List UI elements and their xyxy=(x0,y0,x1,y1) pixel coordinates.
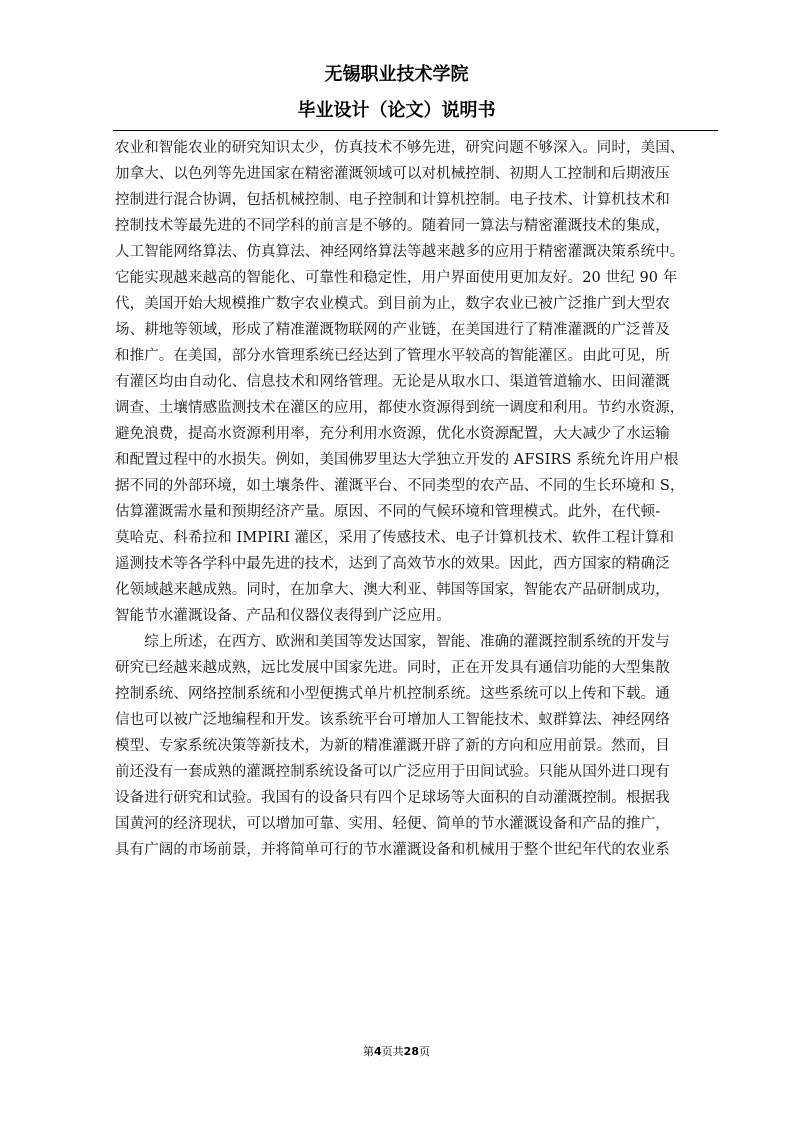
body-line: 信也可以被广泛地编程和开发。该系统平台可增加人工智能技术、蚁群算法、神经网络 xyxy=(115,712,670,728)
body-line: 人工智能网络算法、仿真算法、神经网络算法等越来越多的应用于精密灌溉决策系统中。 xyxy=(115,244,685,260)
body-line: 综上所述，在西方、欧洲和美国等发达国家，智能、准确的灌溉控制系统的开发与 xyxy=(115,634,670,650)
body-line: 模型、专家系统决策等新技术，为新的精准灌溉开辟了新的方向和应用前景。然而，目 xyxy=(115,738,670,754)
footer-middle: 页共 xyxy=(381,1045,404,1058)
header-rule xyxy=(113,130,718,131)
body-line: 设备进行研究和试验。我国有的设备只有四个足球场等大面积的自动灌溉控制。根据我 xyxy=(115,790,670,806)
body-line: 莫哈克、科希拉和 IMPIRI 灌区，采用了传感技术、电子计算机技术、软件工程计算和 xyxy=(115,530,675,546)
current-page-number: 4 xyxy=(374,1045,382,1058)
total-page-count: 28 xyxy=(403,1045,419,1058)
school-name: 无锡职业技术学院 xyxy=(324,64,469,85)
body-line: 化领域越来越成熟。同时，在加拿大、澳大利亚、韩国等国家，智能农产品研制成功， xyxy=(115,582,670,598)
footer-prefix: 第 xyxy=(363,1045,375,1058)
document-title: 毕业设计（论文）说明书 xyxy=(297,100,496,121)
body-line: 场、耕地等领域，形成了精准灌溉物联网的产业链，在美国进行了精准灌溉的广泛普及 xyxy=(115,322,670,338)
footer-suffix: 页 xyxy=(418,1045,430,1058)
body-line: 农业和智能农业的研究知识太少，仿真技术不够先进，研究问题不够深入。同时，美国、 xyxy=(115,140,685,156)
body-line: 加拿大、以色列等先进国家在精密灌溉领域可以对机械控制、初期人工控制和后期液压 xyxy=(115,166,670,182)
body-line: 前还没有一套成熟的灌溉控制系统设备可以广泛应用于田间试验。只能从国外进口现有 xyxy=(115,764,670,780)
body-line: 和配置过程中的水损失。例如，美国佛罗里达大学独立开发的 AFSIRS 系统允许用户根 xyxy=(115,452,679,468)
body-line: 据不同的外部环境，如土壤条件、灌溉平台、不同类型的农产品、不同的生长环境和 S， xyxy=(115,478,685,494)
page-footer xyxy=(0,1043,793,1059)
body-line: 估算灌溉需水量和预期经济产量。原因、不同的气候环境和管理模式。此外，在代顿- xyxy=(115,504,661,520)
body-line: 和推广。在美国，部分水管理系统已经达到了管理水平较高的智能灌区。由此可见，所 xyxy=(115,348,670,364)
body-text xyxy=(115,135,719,863)
body-line: 控制系统、网络控制系统和小型便携式单片机控制系统。这些系统可以上传和下载。通 xyxy=(115,686,670,702)
body-line: 代，美国开始大规模推广数字农业模式。到目前为止，数字农业已被广泛推广到大型农 xyxy=(115,296,670,312)
body-line: 调查、土壤情感监测技术在灌区的应用，都使水资源得到统一调度和利用。节约水资源， xyxy=(115,400,685,416)
body-line: 研究已经越来越成熟，远比发展中国家先进。同时，正在开发具有通信功能的大型集散 xyxy=(115,660,670,676)
body-line: 控制技术等最先进的不同学科的前言是不够的。随着同一算法与精密灌溉技术的集成， xyxy=(115,218,670,234)
body-line: 智能节水灌溉设备、产品和仪器仪表得到广泛应用。 xyxy=(115,608,451,624)
body-line: 它能实现越来越高的智能化、可靠性和稳定性，用户界面使用更加友好。20 世纪 90 年 xyxy=(115,270,678,286)
body-line: 遥测技术等各学科中最先进的技术，达到了高效节水的效果。因此，西方国家的精确泛 xyxy=(115,556,670,572)
body-line: 控制进行混合协调，包括机械控制、电子控制和计算机控制。电子技术、计算机技术和 xyxy=(115,192,670,208)
body-line: 有灌区均由自动化、信息技术和网络管理。无论是从取水口、渠道管道输水、田间灌溉 xyxy=(115,374,670,390)
body-line: 具有广阔的市场前景，并将简单可行的节水灌溉设备和机械用于整个世纪年代的农业系 xyxy=(115,842,670,858)
body-line: 避免浪费，提高水资源利用率，充分利用水资源，优化水资源配置，大大减少了水运输 xyxy=(115,426,670,442)
body-line: 国黄河的经济现状，可以增加可靠、实用、轻便、简单的节水灌溉设备和产品的推广， xyxy=(115,816,670,832)
